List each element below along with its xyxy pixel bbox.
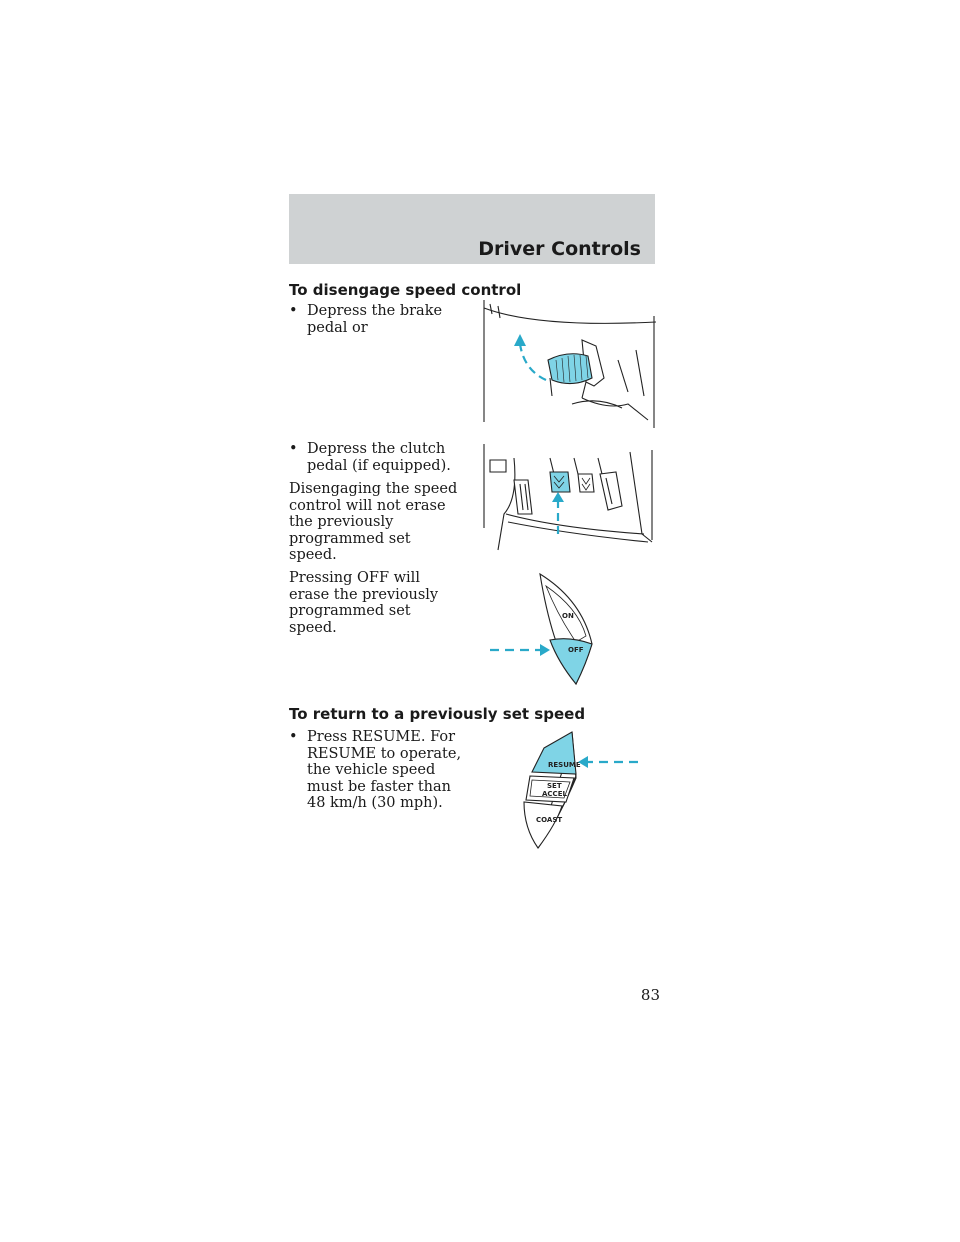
resume-switch-illustration bbox=[516, 728, 646, 852]
accel-label: ACCEL bbox=[542, 790, 567, 798]
heading-disengage: To disengage speed control bbox=[289, 281, 522, 299]
coast-label: COAST bbox=[536, 816, 563, 824]
page-number: 83 bbox=[640, 986, 660, 1004]
bullet-clutch bbox=[289, 441, 469, 474]
clutch-pedal-illustration bbox=[478, 438, 658, 558]
bullet-text: Depress the brake pedal or bbox=[307, 303, 443, 336]
resume-label: RESUME bbox=[548, 761, 581, 769]
bullet-resume bbox=[289, 729, 469, 812]
bullet-text: Press RESUME. For RESUME to operate, the vehicle speed must be faster than 48 km/h (30 mph). bbox=[307, 729, 462, 811]
bullet-marker: • bbox=[289, 441, 298, 457]
dashed-arrow-icon bbox=[520, 344, 546, 380]
header-band bbox=[289, 194, 655, 264]
off-label: OFF bbox=[568, 646, 584, 654]
paragraph-off-erase: Pressing OFF will erase the previously programmed set speed. bbox=[289, 570, 439, 636]
brake-pedal-illustration bbox=[478, 300, 658, 428]
paragraph-no-erase: Disengaging the speed control will not erase the previously programmed set speed. bbox=[289, 481, 458, 563]
on-off-switch-illustration bbox=[486, 570, 606, 690]
bullet-brake bbox=[289, 303, 469, 336]
on-label: ON bbox=[562, 612, 574, 620]
bullet-marker: • bbox=[289, 303, 298, 319]
bullet-text: Depress the clutch pedal (if equipped). bbox=[307, 441, 451, 474]
brake-pad-icon bbox=[548, 354, 592, 396]
page-section-title: Driver Controls bbox=[478, 238, 641, 260]
bullet-marker: • bbox=[289, 729, 298, 745]
set-label: SET bbox=[547, 782, 562, 790]
clutch-pad-icon bbox=[550, 472, 570, 492]
heading-return: To return to a previously set speed bbox=[289, 705, 586, 723]
